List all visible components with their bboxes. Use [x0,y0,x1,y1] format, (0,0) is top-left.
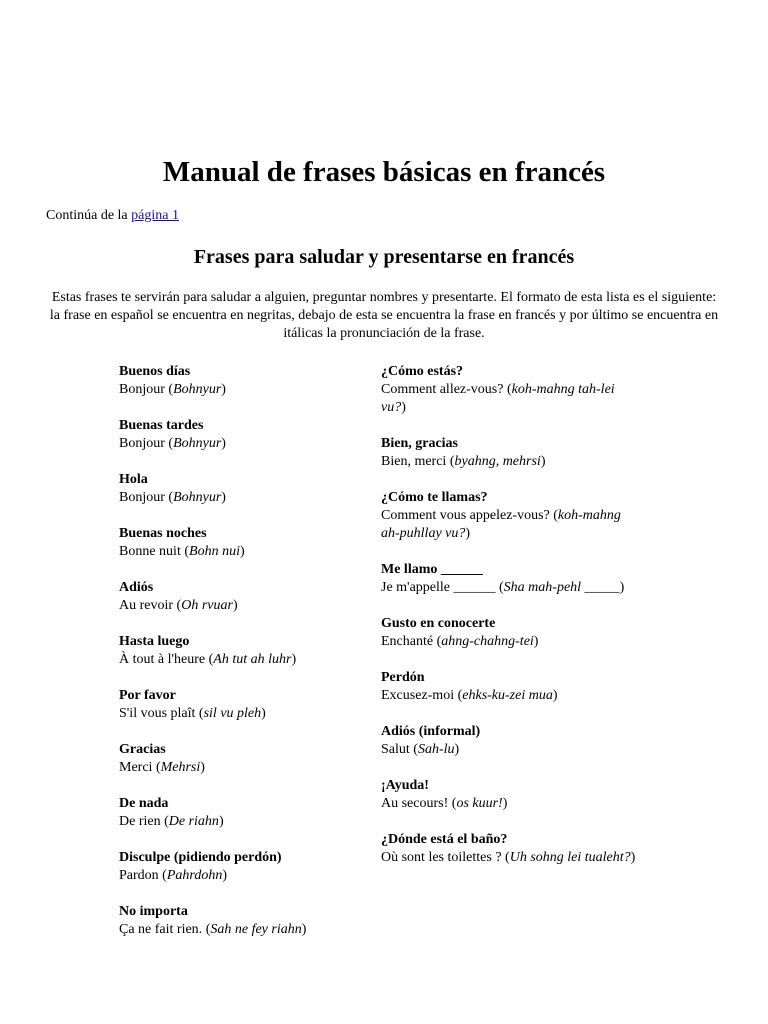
phrase-spanish: Gusto en conocerte [381,616,496,631]
phrase-entry [381,669,641,705]
phrase-entry [119,849,369,885]
phrase-french: Au revoir (Oh rvuar) [119,598,238,613]
phrase-column-right [381,363,641,885]
phrase-french-text: Au revoir [119,598,174,613]
phrase-french-text: Bonjour [119,382,165,397]
phrase-spanish: Adiós [119,580,154,595]
phrase-french: Merci (Mehrsi) [119,760,205,775]
continuation-note [46,207,179,225]
phrase-french-text: Enchanté [381,634,434,649]
phrase-french: Pardon (Pahrdohn) [119,868,227,883]
phrase-spanish: De nada [119,796,169,811]
phrase-spanish: Bien, gracias [381,436,458,451]
phrase-spanish: Disculpe (pidiendo perdón) [119,850,282,865]
phrase-pronunciation: Sha mah-pehl _____ [503,580,620,595]
phrase-pronunciation: os kuur! [456,796,503,811]
phrase-spanish: Hasta luego [119,634,190,649]
phrase-french: Bien, merci (byahng, mehrsi) [381,454,546,469]
phrase-french-text: À tout à l'heure [119,652,206,667]
phrase-entry [119,471,369,507]
phrase-french: Comment vous appelez-vous? (koh-mahng ah-puhllay vu?) [381,508,621,541]
phrase-entry [119,579,369,615]
phrase-pronunciation: Mehrsi [160,760,201,775]
phrase-entry [119,525,369,561]
phrase-spanish: Perdón [381,670,425,685]
phrase-french: De rien (De riahn) [119,814,224,829]
phrase-french: Bonjour (Bohnyur) [119,490,226,505]
phrase-french: À tout à l'heure (Ah tut ah luhr) [119,652,297,667]
phrase-entry [381,489,641,543]
phrase-french: Au secours! (os kuur!) [381,796,508,811]
phrase-french: Bonjour (Bohnyur) [119,382,226,397]
phrase-spanish: Por favor [119,688,176,703]
phrase-french-text: Pardon [119,868,159,883]
phrase-column-left [119,363,369,957]
phrase-pronunciation: ehks-ku-zei mua [462,688,553,703]
phrase-pronunciation: Pahrdohn [166,868,223,883]
page-1-link[interactable]: página 1 [131,208,179,223]
phrase-french: Excusez-moi (ehks-ku-zei mua) [381,688,558,703]
phrase-pronunciation: Sah ne fey riahn [210,922,302,937]
phrase-entry [119,417,369,453]
phrase-french-text: Je m'appelle ______ [381,580,496,595]
phrase-french: Ça ne fait rien. (Sah ne fey riahn) [119,922,307,937]
phrase-french-text: Bien, merci [381,454,447,469]
phrase-pronunciation: Bohnyur [173,436,222,451]
phrase-french-text: Où sont les toilettes ? [381,850,502,865]
phrase-entry [119,363,369,399]
phrase-french-text: S'il vous plaît [119,706,196,721]
phrase-french-text: Salut [381,742,410,757]
phrase-spanish: Buenas noches [119,526,207,541]
phrase-pronunciation: ahng-chahng-tei [441,634,534,649]
phrase-french: Salut (Sah-lu) [381,742,460,757]
intro-paragraph: Estas frases te servirán para saludar a alguien, preguntar nombres y presentarte. El formato de esta lista es el siguiente: la frase en español se encuentra en negritas, debajo de esta se encuentra la frase en francés y por último se encuentra en itálicas la pronunciación de la frase. [49,290,719,341]
phrase-entry [381,777,641,813]
phrase-pronunciation: De riahn [168,814,219,829]
continuation-prefix: Continúa de la [46,208,132,223]
phrase-pronunciation: Uh sohng lei tualeht? [509,850,631,865]
phrase-entry [381,723,641,759]
phrase-pronunciation: sil vu pleh [203,706,262,721]
phrase-pronunciation: Ah tut ah luhr [213,652,292,667]
phrase-french-text: De rien [119,814,161,829]
phrase-entry [119,687,369,723]
phrase-spanish: ¿Cómo estás? [381,364,464,379]
phrase-entry [381,831,641,867]
phrase-entry [381,561,641,597]
phrase-spanish: Gracias [119,742,166,757]
phrase-french: Bonne nuit (Bohn nui) [119,544,245,559]
phrase-entry [381,363,641,417]
phrase-spanish: Hola [119,472,148,487]
phrase-french-text: Comment allez-vous? [381,382,504,397]
phrase-pronunciation: Bohnyur [173,490,222,505]
phrase-spanish: Me llamo ______ [381,562,483,577]
phrase-pronunciation: Sah-lu [417,742,455,757]
phrase-french-text: Ça ne fait rien. [119,922,203,937]
phrase-entry [119,795,369,831]
phrase-french-text: Bonjour [119,490,165,505]
phrase-french-text: Bonne nuit [119,544,181,559]
phrase-pronunciation: Oh rvuar [181,598,233,613]
phrase-french-text: Bonjour [119,436,165,451]
phrase-entry [381,435,641,471]
phrase-entry [119,903,369,939]
phrase-pronunciation: Bohn nui [189,544,240,559]
phrase-french: S'il vous plaît (sil vu pleh) [119,706,266,721]
phrase-entry [119,741,369,777]
phrase-pronunciation: byahng, mehrsi [454,454,541,469]
phrase-french: Enchanté (ahng-chahng-tei) [381,634,539,649]
section-heading: Frases para saludar y presentarse en francés [193,246,575,268]
phrase-french-text: Au secours! [381,796,449,811]
phrase-french: Je m'appelle ______ (Sha mah-pehl _____) [381,580,625,595]
phrase-entry [381,615,641,651]
page-title: Manual de frases básicas en francés [162,156,606,188]
phrase-french: Où sont les toilettes ? (Uh sohng lei tualeht?) [381,850,636,865]
phrase-pronunciation: Bohnyur [173,382,222,397]
phrase-french: Bonjour (Bohnyur) [119,436,226,451]
phrase-spanish: Buenos días [119,364,191,379]
phrase-french: Comment allez-vous? (koh-mahng tah-lei vu?) [381,382,615,415]
phrase-entry [119,633,369,669]
phrase-french-text: Excusez-moi [381,688,455,703]
phrase-spanish: No importa [119,904,188,919]
phrase-spanish: Adiós (informal) [381,724,481,739]
phrase-spanish: ¿Cómo te llamas? [381,490,488,505]
phrase-pronunciation: koh-mahng ah-puhllay vu? [381,508,621,541]
phrase-spanish: Buenas tardes [119,418,204,433]
phrase-french-text: Merci [119,760,153,775]
phrase-spanish: ¡Ayuda! [381,778,429,793]
phrase-spanish: ¿Dónde está el baño? [381,832,508,847]
phrase-pronunciation: koh-mahng tah-lei vu? [381,382,615,415]
phrase-french-text: Comment vous appelez-vous? [381,508,550,523]
